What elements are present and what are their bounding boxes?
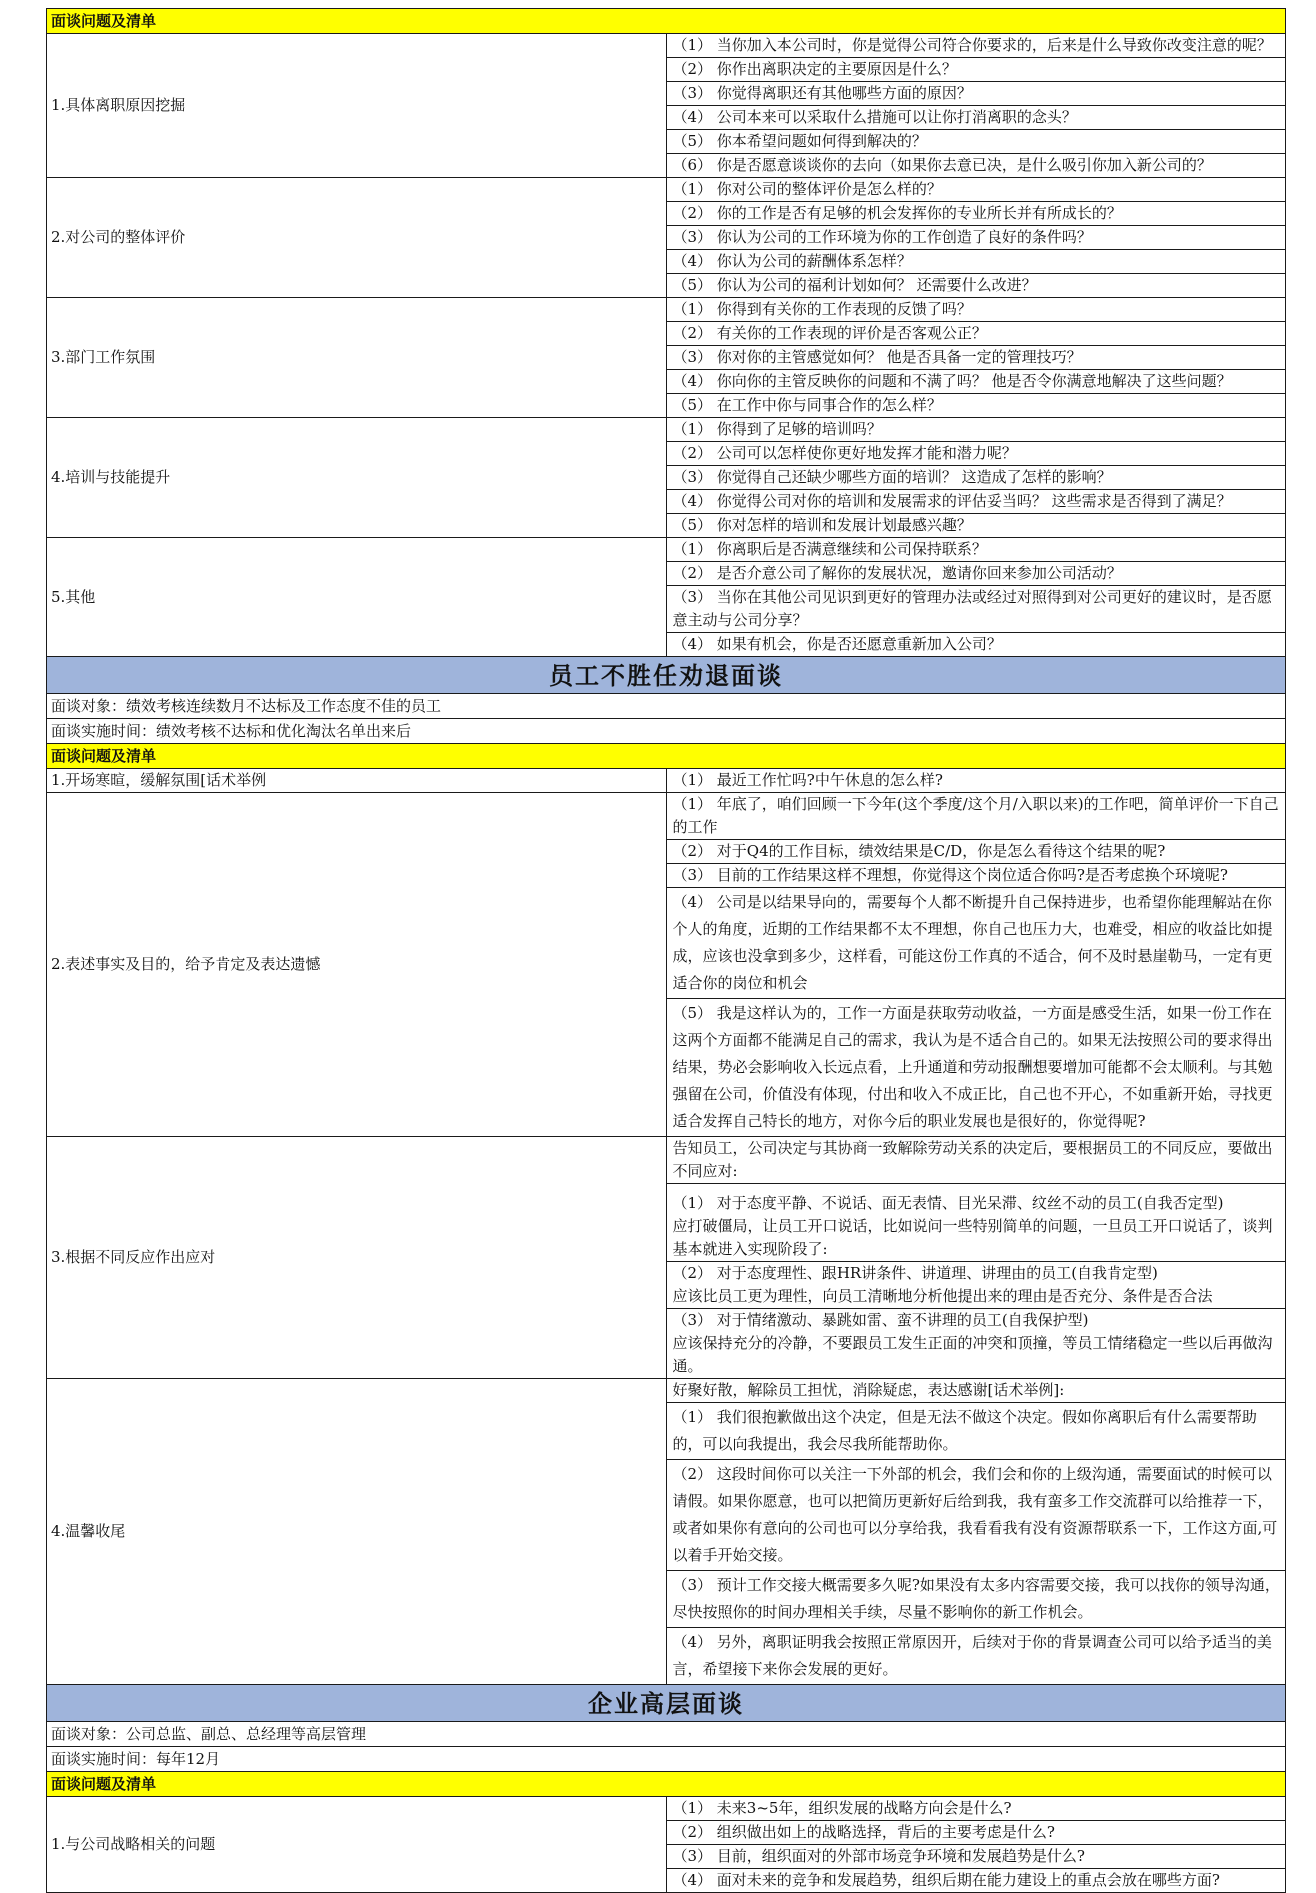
- s1-group1-label: 1.具体离职原因挖掘: [47, 34, 667, 178]
- section3-target: 面谈对象：公司总监、副总、总经理等高层管理: [47, 1722, 1286, 1747]
- question-item: （2） 组织做出如上的战略选择，背后的主要考虑是什么?: [666, 1821, 1286, 1845]
- question-item: （4） 公司是以结果导向的，需要每个人都不断提升自己保持进步，也希望你能理解站在你个人的角度，近期的工作结果都不太不理想，你自己也压力大，也难受，相应的收益比如提成，应该也没拿到多少，这样看，可能这份工作真的不适合，何不及时悬崖勒马，一定有更适合你的岗位和机会: [666, 888, 1286, 999]
- closing-intro: 好聚好散，解除员工担忧，消除疑虑，表达感谢[话术举例]:: [666, 1379, 1286, 1403]
- question-item: （2） 对于Q4的工作目标，绩效结果是C/D，你是怎么看待这个结果的呢?: [666, 840, 1286, 864]
- question-item: （1） 最近工作忙吗?中午休息的怎么样?: [666, 769, 1286, 793]
- question-item: （5） 我是这样认为的，工作一方面是获取劳动收益，一方面是感受生活，如果一份工作在这两个方面都不能满足自己的需求，我认为是不适合自己的。如果无法按照公司的要求得出结果，势必会影响收入长远点看，上升通道和劳动报酬想要增加可能都不会太顺利。与其勉强留在公司，价值没有体现，付出和收入不成正比，自己也不开心，不如重新开始，寻找更适合发挥自己特长的地方，对你今后的职业发展也是很好的，你觉得呢?: [666, 999, 1286, 1137]
- interview-checklist-sheet: [46, 8, 1286, 1893]
- question-item: （3） 你觉得离职还有其他哪些方面的原因？: [666, 82, 1286, 106]
- section3-list-header: 面谈问题及清单: [47, 1772, 1286, 1797]
- section2-target: 面谈对象：绩效考核连续数月不达标及工作态度不佳的员工: [47, 694, 1286, 719]
- question-item: （4） 面对未来的竞争和发展趋势，组织后期在能力建设上的重点会放在哪些方面?: [666, 1869, 1286, 1893]
- checklist-table: [46, 8, 1286, 1893]
- table-row: [47, 1797, 1286, 1821]
- section3-target-row: [47, 1722, 1286, 1747]
- s2-group3-label: 3.根据不同反应作出应对: [47, 1137, 667, 1379]
- response-type: （1） 对于态度平静、不说话、面无表情、目光呆滞、纹丝不动的员工(自我否定型): [672, 1194, 1224, 1212]
- table-row: [47, 418, 1286, 442]
- question-item: （5） 你对怎样的培训和发展计划最感兴趣？: [666, 514, 1286, 538]
- question-item: （2） 公司可以怎样使你更好地发挥才能和潜力呢？: [666, 442, 1286, 466]
- question-item: （1） 你离职后是否满意继续和公司保持联系？: [666, 538, 1286, 562]
- section3-title: 企业高层面谈: [47, 1685, 1286, 1722]
- response-intro: 告知员工，公司决定与其协商一致解除劳动关系的决定后，要根据员工的不同反应，要做出不同应对:: [666, 1137, 1286, 1184]
- question-item: （6） 你是否愿意谈谈你的去向（如果你去意已决，是什么吸引你加入新公司的？: [666, 154, 1286, 178]
- question-item: （2） 你的工作是否有足够的机会发挥你的专业所长并有所成长的？: [666, 202, 1286, 226]
- question-item: （3） 你对你的主管感觉如何？ 他是否具备一定的管理技巧？: [666, 346, 1286, 370]
- question-item: （1） 我们很抱歉做出这个决定，但是无法不做这个决定。假如你离职后有什么需要帮助的，可以向我提出，我会尽我所能帮助你。: [666, 1403, 1286, 1460]
- question-item: （4） 你觉得公司对你的培训和发展需求的评估妥当吗？ 这些需求是否得到了满足？: [666, 490, 1286, 514]
- section2-target-row: [47, 694, 1286, 719]
- s2-group2-label: 2.表述事实及目的，给予肯定及表达遗憾: [47, 793, 667, 1137]
- response-item: [666, 1309, 1286, 1379]
- s2-group1-label: 1.开场寒暄，缓解氛围[话术举例: [47, 769, 667, 793]
- table-row: [47, 178, 1286, 202]
- table-row: [47, 1379, 1286, 1403]
- section2-list-header: 面谈问题及清单: [47, 744, 1286, 769]
- section2-time: 面谈实施时间：绩效考核不达标和优化淘汰名单出来后: [47, 719, 1286, 744]
- question-item: （1） 当你加入本公司时，你是觉得公司符合你要求的，后来是什么导致你改变注意的呢？: [666, 34, 1286, 58]
- table-row: [47, 34, 1286, 58]
- question-item: （1） 你得到了足够的培训吗？: [666, 418, 1286, 442]
- table-row: [47, 538, 1286, 562]
- response-type: （2） 对于态度理性、跟HR讲条件、讲道理、讲理由的员工(自我肯定型): [672, 1264, 1158, 1282]
- response-advice: 应该保持充分的冷静，不要跟员工发生正面的冲突和顶撞，等员工情绪稳定一些以后再做沟通。: [672, 1334, 1273, 1375]
- question-item: （5） 在工作中你与同事合作的怎么样？: [666, 394, 1286, 418]
- section3-list-header-row: [47, 1772, 1286, 1797]
- response-item: [666, 1262, 1286, 1309]
- s1-group5-label: 5.其他: [47, 538, 667, 657]
- section2-title: 员工不胜任劝退面谈: [47, 657, 1286, 694]
- section3-title-row: [47, 1685, 1286, 1722]
- question-item: （3） 预计工作交接大概需要多久呢?如果没有太多内容需要交接，我可以找你的领导沟通，尽快按照你的时间办理相关手续，尽量不影响你的新工作机会。: [666, 1571, 1286, 1628]
- question-item: （1） 你得到有关你的工作表现的反馈了吗？: [666, 298, 1286, 322]
- question-item: （4） 你认为公司的薪酬体系怎样？: [666, 250, 1286, 274]
- question-item: （5） 你本希望问题如何得到解决的？: [666, 130, 1286, 154]
- question-item: （1） 年底了，咱们回顾一下今年(这个季度/这个月/入职以来)的工作吧，简单评价一下自己的工作: [666, 793, 1286, 840]
- table-row: [47, 298, 1286, 322]
- s1-group4-label: 4.培训与技能提升: [47, 418, 667, 538]
- question-item: （1） 你对公司的整体评价是怎么样的？: [666, 178, 1286, 202]
- question-item: （3） 当你在其他公司见识到更好的管理办法或经过对照得到对公司更好的建议时，是否愿意主动与公司分享？: [666, 586, 1286, 633]
- table-row: [47, 793, 1286, 840]
- question-item: （3） 目前，组织面对的外部市场竞争环境和发展趋势是什么?: [666, 1845, 1286, 1869]
- question-item: （4） 你向你的主管反映你的问题和不满了吗？ 他是否令你满意地解决了这些问题？: [666, 370, 1286, 394]
- question-item: （3） 你觉得自己还缺少哪些方面的培训？ 这造成了怎样的影响？: [666, 466, 1286, 490]
- question-item: （2） 你作出离职决定的主要原因是什么？: [666, 58, 1286, 82]
- table-row: [47, 1137, 1286, 1184]
- question-item: （3） 你认为公司的工作环境为你的工作创造了良好的条件吗？: [666, 226, 1286, 250]
- question-item: （5） 你认为公司的福利计划如何？ 还需要什么改进？: [666, 274, 1286, 298]
- section3-time-row: [47, 1747, 1286, 1772]
- s1-group2-label: 2.对公司的整体评价: [47, 178, 667, 298]
- question-item: （1） 未来3~5年，组织发展的战略方向会是什么?: [666, 1797, 1286, 1821]
- question-item: （2） 有关你的工作表现的评价是否客观公正？: [666, 322, 1286, 346]
- question-item: （4） 如果有机会，你是否还愿意重新加入公司？: [666, 633, 1286, 657]
- s2-group4-label: 4.温馨收尾: [47, 1379, 667, 1685]
- response-type: （3） 对于情绪激动、暴跳如雷、蛮不讲理的员工(自我保护型): [672, 1311, 1089, 1329]
- question-item: （2） 这段时间你可以关注一下外部的机会，我们会和你的上级沟通，需要面试的时候可以请假。如果你愿意，也可以把简历更新好后给到我，我有蛮多工作交流群可以给推荐一下，或者如果你有意向的公司也可以分享给我，我看看我有没有资源帮联系一下，工作这方面,可以着手开始交接。: [666, 1460, 1286, 1571]
- section2-time-row: [47, 719, 1286, 744]
- section2-list-header-row: [47, 744, 1286, 769]
- response-item: [666, 1184, 1286, 1262]
- question-item: （3） 目前的工作结果这样不理想，你觉得这个岗位适合你吗?是否考虑换个环境呢?: [666, 864, 1286, 888]
- table-row: [47, 769, 1286, 793]
- section1-list-header: 面谈问题及清单: [47, 9, 1286, 34]
- response-advice: 应该比员工更为理性，向员工清晰地分析他提出来的理由是否充分、条件是否合法: [672, 1287, 1213, 1305]
- question-item: （4） 另外，离职证明我会按照正常原因开，后续对于你的背景调查公司可以给予适当的美言，希望接下来你会发展的更好。: [666, 1628, 1286, 1685]
- question-item: （4） 公司本来可以采取什么措施可以让你打消离职的念头？: [666, 106, 1286, 130]
- section1-list-header-row: [47, 9, 1286, 34]
- s3-group1-label: 1.与公司战略相关的问题: [47, 1797, 667, 1893]
- response-advice: 应打破僵局，让员工开口说话，比如说问一些特别简单的问题，一旦员工开口说话了，谈判基本就进入实现阶段了:: [672, 1217, 1273, 1258]
- section3-time: 面谈实施时间：每年12月: [47, 1747, 1286, 1772]
- section2-title-row: [47, 657, 1286, 694]
- question-item: （2） 是否介意公司了解你的发展状况，邀请你回来参加公司活动？: [666, 562, 1286, 586]
- s1-group3-label: 3.部门工作氛围: [47, 298, 667, 418]
